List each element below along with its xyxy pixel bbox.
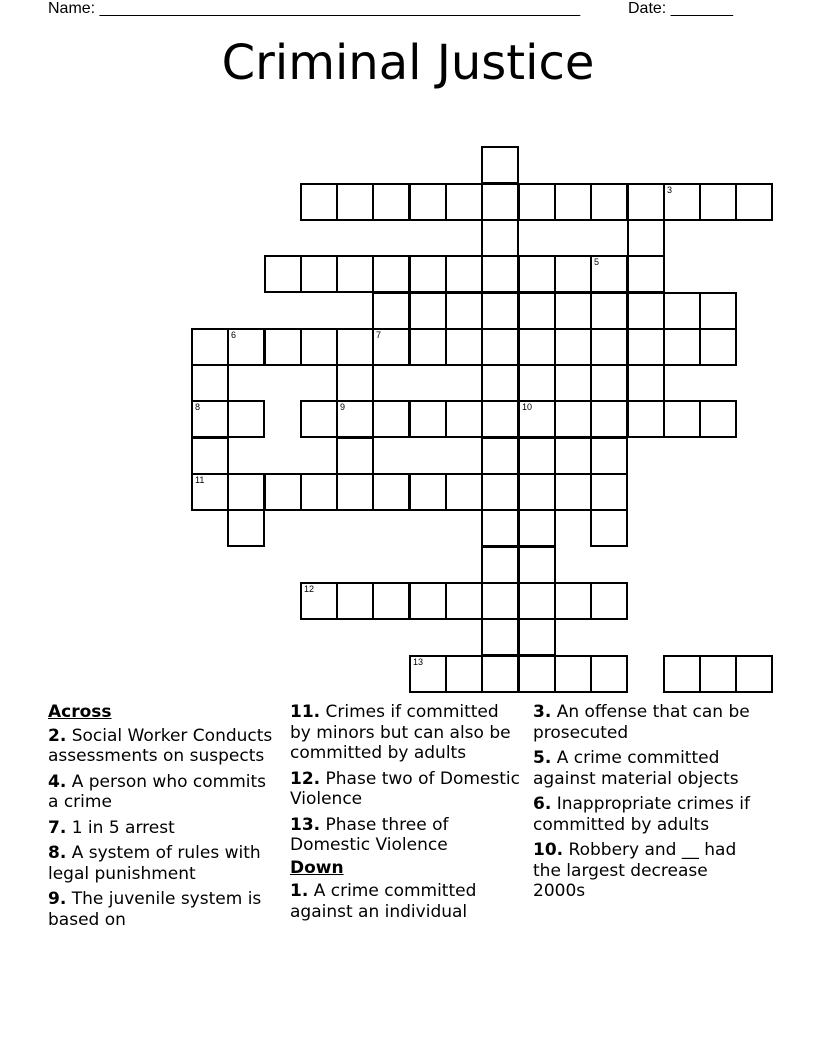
grid-cell[interactable] <box>590 292 628 330</box>
grid-cell[interactable] <box>227 400 265 438</box>
cell-number: 13 <box>413 657 424 667</box>
grid-cell[interactable] <box>627 183 665 221</box>
clue-number: 13. <box>290 814 321 835</box>
clue-text: Social Worker Conducts assessments on suspects <box>48 725 273 766</box>
grid-cell[interactable] <box>191 473 229 511</box>
grid-cell[interactable] <box>300 328 338 366</box>
grid-cell[interactable] <box>481 473 519 511</box>
clue-text: A crime committed against an individual <box>290 881 477 922</box>
clue-text: Inappropriate crimes if committed by adults <box>533 794 751 835</box>
clue-number: 3. <box>533 702 552 722</box>
grid-cell[interactable] <box>409 400 447 438</box>
grid-cell[interactable] <box>590 473 628 511</box>
grid-cell[interactable] <box>518 255 556 293</box>
grid-cell[interactable] <box>518 509 556 547</box>
grid-cell[interactable] <box>518 473 556 511</box>
grid-cell[interactable] <box>627 255 665 293</box>
grid-cell[interactable] <box>735 183 773 221</box>
grid-cell[interactable] <box>372 183 410 221</box>
clue-number: 2. <box>48 725 67 746</box>
grid-cell[interactable] <box>699 292 737 330</box>
clue-across-8 <box>48 843 280 884</box>
clue-text: The juvenile system is based on <box>48 889 262 930</box>
grid-cell[interactable] <box>590 582 628 620</box>
grid-cell[interactable] <box>409 292 447 330</box>
clue-text: A system of rules with legal punishment <box>48 843 261 884</box>
grid-cell[interactable] <box>445 473 483 511</box>
grid-cell[interactable] <box>191 400 229 438</box>
grid-cell[interactable] <box>409 655 447 693</box>
grid-cell[interactable] <box>300 400 338 438</box>
grid-cell[interactable] <box>445 655 483 693</box>
page-title: Criminal Justice <box>221 35 595 91</box>
grid-cell[interactable] <box>481 364 519 402</box>
grid-cell[interactable] <box>554 183 592 221</box>
grid-cell[interactable] <box>699 183 737 221</box>
grid-cell[interactable] <box>518 655 556 693</box>
grid-cell[interactable] <box>699 400 737 438</box>
grid-cell[interactable] <box>336 400 374 438</box>
grid-cell[interactable] <box>590 364 628 402</box>
grid-cell[interactable] <box>445 292 483 330</box>
grid-cell[interactable] <box>663 183 701 221</box>
clue-number: 8. <box>48 843 67 863</box>
clue-text: Crimes if committed by minors but can also be committed by adults <box>290 702 511 763</box>
grid-cell[interactable] <box>481 219 519 257</box>
grid-cell[interactable] <box>445 582 483 620</box>
grid-cell[interactable] <box>227 328 265 366</box>
grid-cell[interactable] <box>264 255 302 293</box>
clue-number: 10. <box>533 840 564 860</box>
name-label: Name: ______________________________________________________ <box>48 0 581 17</box>
grid-cell[interactable] <box>336 255 374 293</box>
grid-cell[interactable] <box>481 618 519 656</box>
clue-text: Phase two of Domestic Violence <box>290 768 520 809</box>
clue-text: Robbery and __ had the largest decrease 2000s <box>533 840 737 901</box>
grid-cell[interactable] <box>554 437 592 475</box>
grid-cell[interactable] <box>590 509 628 547</box>
grid-cell[interactable] <box>409 255 447 293</box>
grid-cell[interactable] <box>264 473 302 511</box>
grid-cell[interactable] <box>336 582 374 620</box>
clue-across-9 <box>48 889 280 930</box>
grid-cell[interactable] <box>699 328 737 366</box>
grid-cell[interactable] <box>518 364 556 402</box>
grid-cell[interactable] <box>300 473 338 511</box>
grid-cell[interactable] <box>445 183 483 221</box>
grid-cell[interactable] <box>518 618 556 656</box>
grid-cell[interactable] <box>227 473 265 511</box>
grid-cell[interactable] <box>481 328 519 366</box>
grid-cell[interactable] <box>590 328 628 366</box>
grid-cell[interactable] <box>336 328 374 366</box>
grid-cell[interactable] <box>481 183 519 221</box>
grid-cell[interactable] <box>336 364 374 402</box>
clue-column-1 <box>48 702 280 935</box>
grid-cell[interactable] <box>481 655 519 693</box>
grid-cell[interactable] <box>663 655 701 693</box>
cell-number: 11 <box>195 475 205 485</box>
grid-cell[interactable] <box>590 655 628 693</box>
clue-down-3 <box>533 702 765 743</box>
grid-cell[interactable] <box>300 582 338 620</box>
grid-cell[interactable] <box>481 437 519 475</box>
clue-number: 9. <box>48 889 67 909</box>
clue-across-4 <box>48 772 280 813</box>
clue-text: A person who commits a crime <box>48 771 267 812</box>
cell-number: 9 <box>340 402 346 412</box>
grid-cell[interactable] <box>554 655 592 693</box>
clue-number: 11. <box>290 702 321 722</box>
grid-cell[interactable] <box>481 546 519 584</box>
grid-cell[interactable] <box>735 655 773 693</box>
grid-cell[interactable] <box>409 582 447 620</box>
grid-cell[interactable] <box>518 328 556 366</box>
grid-cell[interactable] <box>481 582 519 620</box>
grid-cell[interactable] <box>554 292 592 330</box>
grid-cell[interactable] <box>518 400 556 438</box>
grid-cell[interactable] <box>663 400 701 438</box>
grid-cell[interactable] <box>554 364 592 402</box>
clue-down-1 <box>290 881 522 922</box>
cell-number: 8 <box>195 402 201 412</box>
grid-cell[interactable] <box>554 328 592 366</box>
grid-cell[interactable] <box>590 400 628 438</box>
grid-cell[interactable] <box>227 509 265 547</box>
grid-cell[interactable] <box>336 183 374 221</box>
clue-number: 4. <box>48 771 67 792</box>
grid-cell[interactable] <box>191 437 229 475</box>
clue-text: 1 in 5 arrest <box>71 817 175 838</box>
grid-cell[interactable] <box>554 473 592 511</box>
grid-cell[interactable] <box>627 292 665 330</box>
grid-cell[interactable] <box>409 473 447 511</box>
cell-number: 10 <box>522 402 533 412</box>
cell-number: 12 <box>304 584 315 594</box>
grid-cell[interactable] <box>445 400 483 438</box>
grid-cell[interactable] <box>336 437 374 475</box>
grid-cell[interactable] <box>372 292 410 330</box>
clue-column-2 <box>290 702 522 927</box>
grid-cell[interactable] <box>481 509 519 547</box>
cell-number: 7 <box>376 330 382 340</box>
grid-cell[interactable] <box>627 219 665 257</box>
clue-text: A crime committed against material objects <box>533 748 739 789</box>
grid-cell[interactable] <box>191 328 229 366</box>
grid-cell[interactable] <box>554 582 592 620</box>
grid-cell[interactable] <box>554 255 592 293</box>
clue-across-12 <box>290 769 522 810</box>
grid-cell[interactable] <box>481 400 519 438</box>
grid-cell[interactable] <box>518 292 556 330</box>
clue-across-2 <box>48 726 280 767</box>
date-label: Date: _______ <box>628 0 733 17</box>
clue-text: Phase three of Domestic Violence <box>290 814 449 855</box>
grid-cell[interactable] <box>518 546 556 584</box>
grid-cell[interactable] <box>445 328 483 366</box>
grid-cell[interactable] <box>300 255 338 293</box>
grid-cell[interactable] <box>191 364 229 402</box>
grid-cell[interactable] <box>372 400 410 438</box>
grid-cell[interactable] <box>627 400 665 438</box>
grid-cell[interactable] <box>372 328 410 366</box>
clue-text: An offense that can be prosecuted <box>533 702 750 743</box>
grid-cell[interactable] <box>590 183 628 221</box>
clue-number: 5. <box>533 748 552 768</box>
grid-cell[interactable] <box>518 582 556 620</box>
grid-cell[interactable] <box>627 328 665 366</box>
clue-down-5 <box>533 748 765 789</box>
grid-cell[interactable] <box>481 146 519 184</box>
clue-down-10 <box>533 840 765 902</box>
grid-cell[interactable] <box>663 328 701 366</box>
clue-across-11 <box>290 702 522 764</box>
clue-column-3 <box>533 702 765 907</box>
clue-number: 6. <box>533 794 552 814</box>
clue-number: 1. <box>290 881 309 901</box>
grid-cell[interactable] <box>663 292 701 330</box>
grid-cell[interactable] <box>481 292 519 330</box>
grid-cell[interactable] <box>409 328 447 366</box>
cell-number: 6 <box>231 330 237 340</box>
down-heading: Down <box>290 857 344 878</box>
clue-across-7 <box>48 818 280 839</box>
grid-cell[interactable] <box>590 255 628 293</box>
clue-number: 12. <box>290 768 321 789</box>
grid-cell[interactable] <box>409 183 447 221</box>
grid-cell[interactable] <box>627 364 665 402</box>
cell-number: 3 <box>667 185 673 195</box>
grid-cell[interactable] <box>481 255 519 293</box>
clue-number: 7. <box>48 817 67 838</box>
grid-cell[interactable] <box>336 473 374 511</box>
grid-cell[interactable] <box>518 183 556 221</box>
grid-cell[interactable] <box>445 255 483 293</box>
grid-cell[interactable] <box>264 328 302 366</box>
grid-cell[interactable] <box>554 400 592 438</box>
across-heading: Across <box>48 702 112 722</box>
cell-number: 5 <box>594 257 600 267</box>
grid-cell[interactable] <box>518 437 556 475</box>
grid-cell[interactable] <box>300 183 338 221</box>
grid-cell[interactable] <box>372 582 410 620</box>
grid-cell[interactable] <box>372 255 410 293</box>
grid-cell[interactable] <box>372 473 410 511</box>
clue-across-13 <box>290 815 522 856</box>
grid-cell[interactable] <box>699 655 737 693</box>
clue-down-6 <box>533 794 765 835</box>
grid-cell[interactable] <box>590 437 628 475</box>
